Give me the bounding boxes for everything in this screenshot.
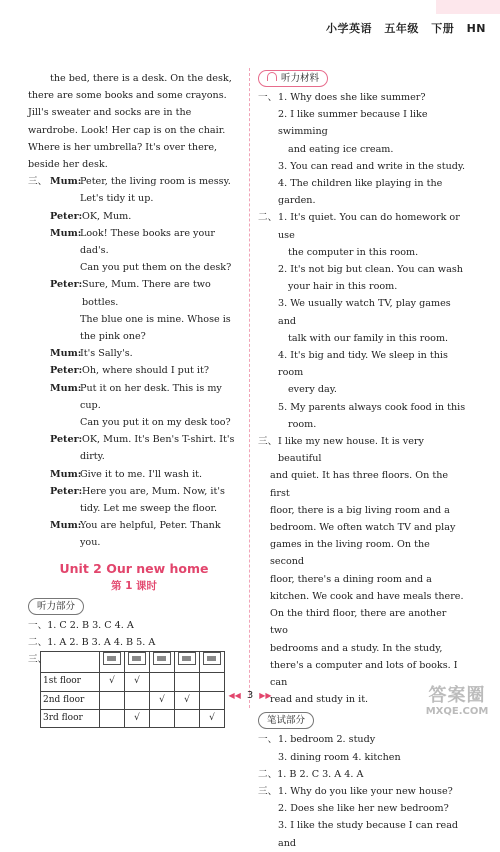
speaker-label: Peter:	[50, 434, 83, 446]
table-cell: √	[100, 673, 125, 691]
speaker-label: Mum:	[50, 468, 82, 480]
question-line	[258, 416, 466, 433]
passage-text: On the third floor, there are another two	[270, 608, 447, 637]
passage-line	[258, 536, 466, 570]
table-cell	[175, 709, 200, 727]
question-line	[258, 158, 466, 175]
table-cell	[100, 709, 125, 727]
passage-line: there are some books and some crayons.	[28, 90, 227, 102]
room-picture-icon	[203, 652, 221, 665]
passage-text: there's a computer and lots of books. I can	[270, 659, 458, 688]
dialogue-text: OK, Mum.	[82, 210, 132, 222]
question-text: 4. It's big and tidy. We sleep in this room	[278, 350, 448, 379]
answer-marker: 三、	[28, 654, 48, 666]
passage-line: beside her desk.	[28, 159, 108, 171]
speaker-label: Mum:	[50, 176, 82, 188]
writing-q1	[258, 731, 466, 765]
listening-q3	[258, 433, 466, 708]
answer-text: 3. dining room 4. kitchen	[278, 751, 401, 763]
dialogue-text: Put it on her desk. This is my cup.	[80, 382, 222, 411]
header-corner-band	[436, 0, 500, 14]
right-column	[258, 70, 466, 852]
table-picture-cell	[125, 652, 150, 673]
dialogue-text: Sure, Mum. There are two bottles.	[82, 279, 211, 308]
answer-text: 1. bedroom 2. study	[278, 734, 376, 746]
question-text: 5. My parents always cook food in this	[278, 401, 466, 413]
dialogue-line	[28, 328, 240, 345]
question-line	[258, 261, 466, 278]
page-number: 3	[246, 690, 254, 701]
passage-line	[258, 467, 466, 501]
question-text: 1. Why does she like summer?	[278, 92, 426, 103]
speaker-label: Peter:	[50, 365, 83, 377]
unit-title: Unit 2 Our new home	[59, 560, 209, 576]
headphone-icon	[267, 72, 277, 81]
table-header-row	[41, 652, 225, 673]
answer-line	[258, 817, 466, 851]
passage-line: Where is her umbrella? It's over there,	[28, 141, 218, 153]
section-marker: 一、	[258, 92, 278, 103]
speaker-label: Mum:	[50, 227, 82, 239]
dialogue-text: OK, Mum. It's Ben's T-shirt. It's	[82, 434, 235, 446]
table-corner-cell	[41, 652, 100, 673]
dialogue-text: tidy. Let me sweep the floor.	[80, 503, 218, 515]
table-cell	[150, 673, 175, 691]
speaker-label: Mum:	[50, 382, 82, 394]
dialogue-line	[28, 483, 240, 500]
dialogue-text: Look! These books are your dad's.	[80, 227, 216, 257]
writing-section-tag: 笔试部分	[258, 712, 314, 729]
question-text: 2. I like summer because I like swimming	[278, 109, 428, 138]
next-arrows-icon: ▶▶	[259, 691, 272, 700]
writing-q2	[258, 766, 466, 783]
table-picture-cell	[175, 652, 200, 673]
table-cell: √	[125, 709, 150, 727]
question-text: every day.	[288, 384, 337, 396]
answer-text: 3. I like the study because I can read and	[278, 820, 459, 849]
passage-line	[258, 605, 466, 639]
table-row-label: 1st floor	[41, 673, 100, 691]
question-text: 3. You can read and write in the study.	[278, 160, 466, 172]
section-marker: 三、	[258, 785, 278, 797]
table-cell	[200, 673, 225, 691]
question-line	[258, 175, 466, 209]
header-info	[318, 20, 486, 36]
table-picture-cell	[150, 652, 175, 673]
dialogue-line	[28, 448, 240, 465]
question-line	[258, 399, 466, 416]
header-edition: HN	[466, 22, 486, 35]
listening-q2	[258, 209, 466, 433]
listening-section-tag: 听力部分	[28, 598, 84, 615]
dialogue	[28, 173, 240, 551]
question-text: talk with our family in this room.	[288, 332, 449, 344]
passage-text: games in the living room. On the second	[270, 539, 430, 568]
table-row	[41, 673, 225, 691]
passage-line	[258, 519, 466, 536]
dialogue-text: It's Sally's.	[80, 348, 133, 360]
dialogue-line	[28, 466, 240, 483]
question-line	[258, 381, 466, 398]
table-cell	[150, 709, 175, 727]
writing-q3	[258, 783, 466, 852]
watermark-logo: 答案圈 MXQE.COM	[425, 685, 489, 717]
passage-text: bedroom. We often watch TV and play	[270, 522, 456, 534]
lesson-title: 第 1 课时	[110, 579, 158, 592]
dialogue-line	[28, 431, 240, 448]
passage-line: wardrobe. Look! Her cap is on the chair.	[28, 124, 226, 136]
table-row	[41, 709, 225, 727]
passage-line	[258, 640, 466, 657]
passage-line: Jill's sweater and socks are in the	[28, 107, 192, 119]
question-text: 4. The children like playing in the garden.	[278, 178, 443, 207]
room-picture-icon	[178, 652, 196, 665]
answer-text: 1. A 2. B 3. A 4. B 5. A	[47, 636, 156, 648]
table-cell: √	[175, 691, 200, 709]
question-text: your hair in this room.	[288, 281, 398, 293]
passage-text: floor, there's a dining room and a	[270, 573, 432, 585]
speaker-label: Peter:	[50, 485, 83, 497]
dialogue-line	[28, 414, 240, 431]
room-picture-icon	[153, 652, 171, 665]
dialogue-text: Let's tidy it up.	[80, 193, 154, 205]
section-marker: 二、	[258, 212, 278, 224]
question-line	[258, 141, 466, 158]
passage-line	[258, 502, 466, 519]
question-line	[258, 347, 466, 381]
question-line	[258, 295, 466, 329]
dialogue-text: You are helpful, Peter. Thank you.	[80, 520, 221, 549]
answer-line	[258, 800, 466, 817]
dialogue-line	[28, 362, 240, 379]
dialogue-text: The blue one is mine. Whose is	[80, 313, 231, 325]
dialogue-line	[28, 208, 240, 225]
left-column	[28, 70, 240, 728]
column-divider	[249, 68, 250, 708]
dialogue-line	[28, 345, 240, 362]
speaker-label: Peter:	[50, 210, 83, 222]
dialogue-text: Give it to me. I'll wash it.	[80, 468, 203, 480]
dialogue-line	[28, 190, 240, 207]
question-text: the computer in this room.	[288, 246, 419, 258]
dialogue-text: Can you put it on my desk too?	[80, 417, 231, 429]
question-text: 1. It's quiet. You can do homework or use	[278, 212, 460, 241]
listening-material-label: 听力材料	[281, 73, 320, 84]
dialogue-text: Peter, the living room is messy.	[80, 176, 231, 188]
answer-line	[258, 783, 466, 800]
question-line	[258, 209, 466, 243]
table-cell: √	[150, 691, 175, 709]
question-line	[258, 89, 466, 106]
dialogue-text: Can you put them on the desk?	[80, 262, 232, 274]
room-picture-icon	[103, 652, 121, 665]
question-text: 2. It's not big but clean. You can wash	[278, 264, 463, 276]
section-marker: 一、	[258, 734, 278, 746]
passage-text: and quiet. It has three floors. On the first	[270, 470, 449, 499]
passage-text: read and study in it.	[270, 694, 369, 706]
question-text: and eating ice cream.	[288, 143, 394, 155]
listening-material-tag	[258, 70, 328, 87]
answer-marker: 二、	[258, 768, 278, 780]
answer-line	[258, 749, 466, 766]
dialogue-text: Oh, where should I put it?	[82, 365, 209, 377]
answer-text: 1. Why do you like your new house?	[278, 785, 453, 797]
passage-line	[258, 433, 466, 467]
question-text: 3. We usually watch TV, play games and	[278, 298, 451, 327]
table-cell: √	[125, 673, 150, 691]
section-marker: 三、	[258, 436, 278, 448]
passage-line	[258, 571, 466, 588]
dialogue-text: the pink one?	[80, 331, 146, 343]
answer-row-2	[28, 634, 240, 651]
table-picture-cell	[200, 652, 225, 673]
passage-text: floor, there is a big living room and a	[270, 504, 450, 516]
dialogue-text: dirty.	[80, 451, 105, 463]
answer-text: 1. B 2. C 3. A 4. A	[277, 768, 364, 780]
page-header	[0, 0, 500, 44]
answer-text: 2. Does she like her new bedroom?	[278, 803, 449, 815]
passage-text: bedrooms and a study. In the study,	[270, 642, 443, 654]
passage	[28, 70, 240, 173]
question-line	[258, 106, 466, 140]
answer-marker: 一、	[28, 619, 48, 631]
listening-q1	[258, 89, 466, 209]
header-grade: 五年级	[384, 22, 419, 35]
dialogue-line	[28, 225, 240, 259]
dialogue-text: Here you are, Mum. Now, it's	[82, 485, 225, 497]
passage-text: I like my new house. It is very beautiful	[278, 436, 424, 465]
answer-row-1	[28, 617, 240, 634]
question-line	[258, 330, 466, 347]
header-subject: 小学英语	[326, 22, 373, 35]
passage-line	[258, 588, 466, 605]
table-picture-cell	[100, 652, 125, 673]
dialogue-line	[28, 259, 240, 276]
speaker-label: Peter:	[50, 279, 83, 291]
dialogue-line	[28, 517, 240, 551]
table-row-label: 2nd floor	[41, 691, 100, 709]
dialogue-line	[28, 173, 240, 190]
table-cell	[175, 673, 200, 691]
room-picture-icon	[128, 652, 146, 665]
prev-arrows-icon: ◀◀	[228, 691, 241, 700]
passage-line: the bed, there is a desk. On the desk,	[50, 73, 232, 84]
passage-text: kitchen. We cook and have meals there.	[270, 590, 464, 602]
speaker-label: Mum:	[50, 520, 82, 532]
table-row-label: 3rd floor	[41, 709, 100, 727]
question-line	[258, 244, 466, 261]
dialogue-line	[28, 276, 240, 310]
answer-line	[258, 731, 466, 748]
dialogue-line	[28, 311, 240, 328]
dialogue-line	[28, 380, 240, 414]
answer-marker: 二、	[28, 636, 48, 648]
question-text: room.	[288, 418, 317, 430]
question-line	[258, 278, 466, 295]
answer-text: 1. C 2. B 3. C 4. A	[47, 619, 134, 631]
header-term: 下册	[431, 22, 455, 35]
speaker-label: Mum:	[50, 348, 82, 360]
table-cell: √	[200, 709, 225, 727]
dialogue-line	[28, 500, 240, 517]
section-marker: 三、	[28, 176, 48, 188]
